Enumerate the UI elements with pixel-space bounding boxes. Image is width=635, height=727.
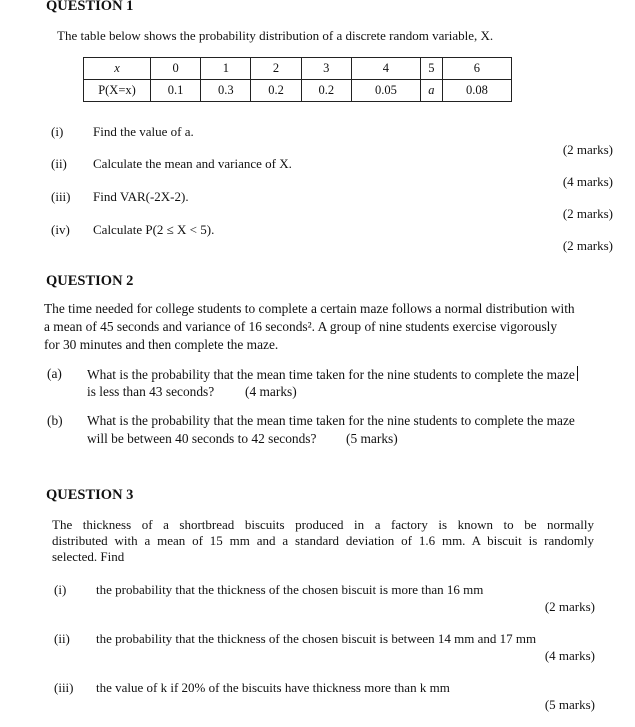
table-cell: 0 — [151, 58, 201, 80]
q3-intro-line-3: selected. Find — [52, 549, 125, 564]
q1-part-i-marks: (2 marks) — [562, 142, 613, 157]
table-cell: 0.3 — [201, 80, 251, 102]
table-cell: 3 — [301, 58, 351, 80]
q2-part-b-label: (b) — [47, 413, 63, 428]
q3-part-ii-text: the probability that the thickness of the chosen biscuit is between 14 mm and 17 mm — [96, 631, 537, 646]
text-cursor — [577, 366, 578, 381]
q1-part-ii-label: (ii) — [51, 156, 67, 171]
q1-part-ii-marks: (4 marks) — [562, 174, 613, 189]
q1-part-iii-text: Find VAR(-2X-2). — [93, 189, 189, 204]
table-cell: 0.1 — [151, 80, 201, 102]
q3-part-i-label: (i) — [54, 582, 67, 597]
q1-part-iii-label: (iii) — [51, 189, 71, 204]
q3-intro-line-2: distributed with a mean of 15 mm and a standard deviation of 1.6 mm. A biscuit is randomly — [52, 533, 594, 548]
q3-part-iii-marks: (5 marks) — [544, 697, 595, 712]
q3-heading: QUESTION 3 — [46, 487, 134, 503]
q2-heading: QUESTION 2 — [46, 273, 134, 289]
table-cell: P(X=x) — [84, 80, 151, 102]
q1-part-ii-text: Calculate the mean and variance of X. — [93, 156, 292, 171]
q1-part-iv-label: (iv) — [51, 222, 70, 237]
q2-part-b-line-2: will be between 40 seconds to 42 seconds? — [87, 431, 317, 446]
q2-intro-line-1: The time needed for college students to complete a certain maze follows a normal distribution with — [44, 301, 575, 316]
q1-intro: The table below shows the probability distribution of a discrete random variable, X. — [57, 28, 494, 43]
q2-part-a-marks: (4 marks) — [245, 384, 297, 399]
q1-part-i-text: Find the value of a. — [93, 124, 194, 139]
q1-part-iii-marks: (2 marks) — [562, 206, 613, 221]
probability-table — [83, 57, 512, 102]
q2-part-a-label: (a) — [47, 366, 62, 381]
table-cell: 0.08 — [442, 80, 511, 102]
table-row-x — [84, 58, 512, 80]
table-cell: 0.05 — [351, 80, 420, 102]
q3-part-iii-text: the value of k if 20% of the biscuits have thickness more than k mm — [96, 680, 450, 695]
q3-part-i-text: the probability that the thickness of the chosen biscuit is more than 16 mm — [96, 582, 484, 597]
table-cell: 2 — [251, 58, 301, 80]
table-cell: 6 — [442, 58, 511, 80]
q2-part-a-line-1 — [87, 366, 578, 383]
q2-part-a-line-1-text: What is the probability that the mean time taken for the nine students to complete the maze — [87, 367, 575, 382]
q2-part-a-line-2: is less than 43 seconds? — [87, 384, 215, 399]
table-cell: 5 — [420, 58, 442, 80]
q3-part-ii-marks: (4 marks) — [544, 648, 595, 663]
q2-intro-line-2: a mean of 45 seconds and variance of 16 seconds². A group of nine students exercise vigorously — [44, 319, 558, 334]
table-row-p — [84, 80, 512, 102]
q3-part-i-marks: (2 marks) — [544, 599, 595, 614]
q1-part-iv-text: Calculate P(2 ≤ X < 5). — [93, 222, 215, 237]
q1-part-i-label: (i) — [51, 124, 64, 139]
table-cell: 0.2 — [301, 80, 351, 102]
table-cell: 1 — [201, 58, 251, 80]
q2-part-b-line-1: What is the probability that the mean time taken for the nine students to complete the maze — [87, 413, 575, 428]
table-cell: x — [84, 58, 151, 80]
q3-intro-line-1: The thickness of a shortbread biscuits produced in a factory is known to be normally — [52, 517, 594, 532]
q1-part-iv-marks: (2 marks) — [562, 238, 613, 253]
q1-heading: QUESTION 1 — [46, 0, 134, 14]
table-cell: 0.2 — [251, 80, 301, 102]
q3-part-ii-label: (ii) — [54, 631, 70, 646]
q2-part-b-marks: (5 marks) — [346, 431, 398, 446]
q2-intro-line-3: for 30 minutes and then complete the maze. — [44, 337, 279, 352]
table-cell: a — [420, 80, 442, 102]
table-cell: 4 — [351, 58, 420, 80]
q3-part-iii-label: (iii) — [54, 680, 74, 695]
